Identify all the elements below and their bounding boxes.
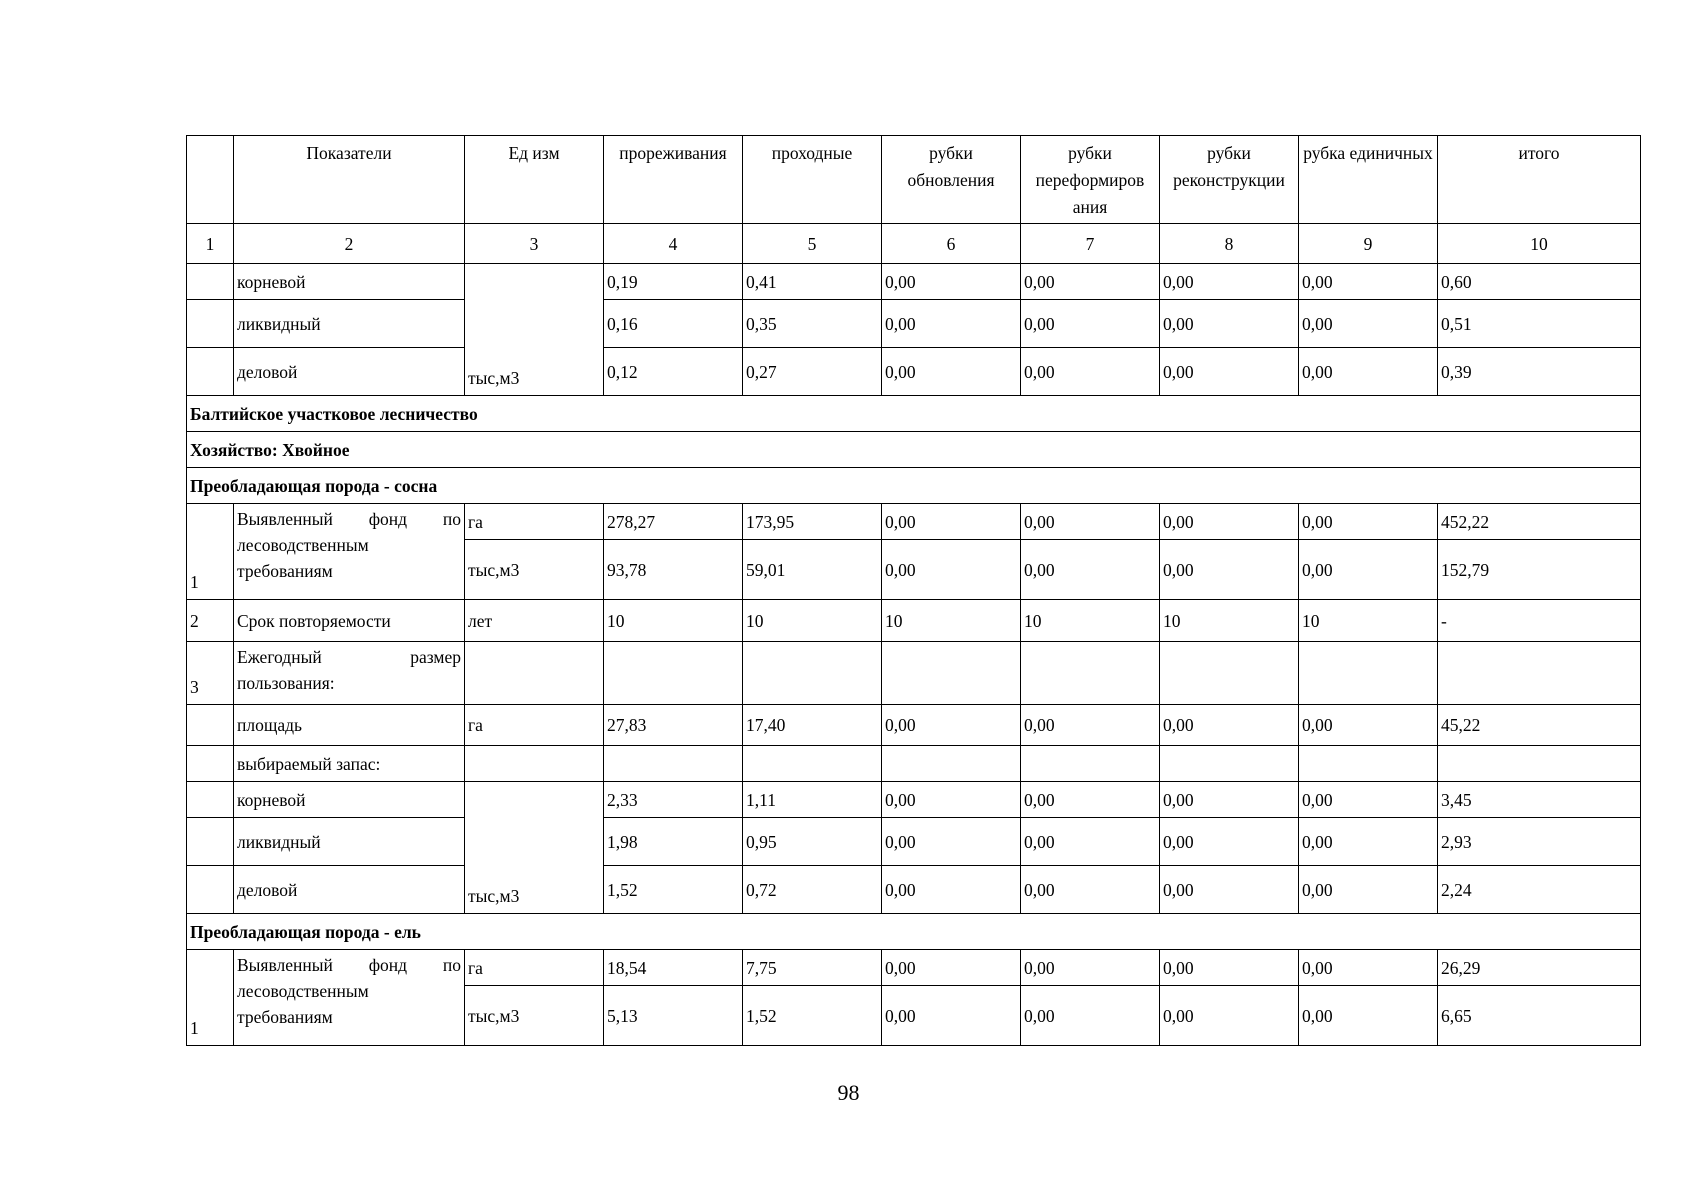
value-cell: 0,00: [882, 866, 1021, 914]
value-cell: 0,00: [1299, 818, 1438, 866]
value-cell: 0,72: [743, 866, 882, 914]
table-row: [187, 950, 1641, 986]
value-cell: 0,35: [743, 300, 882, 348]
value-cell: 0,00: [882, 705, 1021, 746]
value-cell: 10: [1160, 600, 1299, 642]
table-row: [187, 136, 1641, 224]
label-line: лесоводственным: [237, 981, 369, 1001]
value-cell: 0,00: [1160, 540, 1299, 600]
empty-cell: [465, 746, 604, 782]
value-cell: 5,13: [604, 986, 743, 1046]
value-cell: 0,00: [882, 264, 1021, 300]
column-number: 1: [187, 224, 234, 264]
value-cell: 2,33: [604, 782, 743, 818]
value-cell: 0,00: [1021, 300, 1160, 348]
table-row: [187, 300, 1641, 348]
num-cell: [187, 705, 234, 746]
empty-cell: [604, 642, 743, 705]
value-cell: 17,40: [743, 705, 882, 746]
table-row: [187, 468, 1641, 504]
value-cell: 0,19: [604, 264, 743, 300]
section-header: Преобладающая порода - сосна: [187, 468, 1641, 504]
value-cell: 0,00: [882, 504, 1021, 540]
label-line: требованиям: [237, 561, 333, 581]
value-cell: 10: [1299, 600, 1438, 642]
label-cell: [234, 950, 465, 1046]
label-cell: деловой: [234, 866, 465, 914]
value-cell: 152,79: [1438, 540, 1641, 600]
column-number: 4: [604, 224, 743, 264]
value-cell: 3,45: [1438, 782, 1641, 818]
value-cell: 0,00: [1160, 986, 1299, 1046]
value-cell: 0,00: [1299, 504, 1438, 540]
table-row: [187, 818, 1641, 866]
label-cell: площадь: [234, 705, 465, 746]
num-cell: [187, 300, 234, 348]
column-header: Ед изм: [465, 136, 604, 224]
value-cell: 1,98: [604, 818, 743, 866]
value-cell: 6,65: [1438, 986, 1641, 1046]
empty-cell: [1160, 642, 1299, 705]
num-cell: [187, 866, 234, 914]
value-cell: 0,00: [1299, 705, 1438, 746]
value-cell: 10: [604, 600, 743, 642]
value-cell: 0,00: [1021, 866, 1160, 914]
value-cell: 0,00: [1299, 986, 1438, 1046]
value-cell: 0,00: [1021, 705, 1160, 746]
value-cell: 0,00: [1299, 348, 1438, 396]
value-cell: 0,00: [1160, 504, 1299, 540]
unit-cell: тыс,м3: [465, 782, 604, 914]
value-cell: 0,27: [743, 348, 882, 396]
column-header: прореживания: [604, 136, 743, 224]
value-cell: 0,00: [1160, 705, 1299, 746]
table-row: [187, 642, 1641, 705]
column-header: рубки обновления: [882, 136, 1021, 224]
value-cell: 0,00: [882, 950, 1021, 986]
value-cell: 0,00: [1021, 950, 1160, 986]
value-cell: 10: [743, 600, 882, 642]
value-cell: 0,00: [1160, 950, 1299, 986]
value-cell: 0,00: [1021, 782, 1160, 818]
column-number: 6: [882, 224, 1021, 264]
unit-cell: тыс,м3: [465, 540, 604, 600]
value-cell: 0,00: [1299, 950, 1438, 986]
table-row: [187, 264, 1641, 300]
value-cell: 0,00: [1160, 782, 1299, 818]
label-line: Выявленный фонд по: [237, 509, 461, 529]
value-cell: 0,00: [1299, 300, 1438, 348]
table-row: [187, 914, 1641, 950]
empty-cell: [1021, 746, 1160, 782]
num-cell: [187, 746, 234, 782]
column-number: 2: [234, 224, 465, 264]
value-cell: 0,60: [1438, 264, 1641, 300]
empty-cell: [1160, 746, 1299, 782]
label-line: лесоводственным: [237, 535, 369, 555]
value-cell: 10: [1021, 600, 1160, 642]
label-line: требованиям: [237, 1007, 333, 1027]
unit-cell: лет: [465, 600, 604, 642]
unit-cell: га: [465, 705, 604, 746]
num-cell: 2: [187, 600, 234, 642]
column-header: рубки переформиров ания: [1021, 136, 1160, 224]
num-cell: 1: [187, 504, 234, 600]
empty-cell: [882, 642, 1021, 705]
empty-cell: [743, 642, 882, 705]
empty-cell: [604, 746, 743, 782]
value-cell: 0,95: [743, 818, 882, 866]
value-cell: 1,11: [743, 782, 882, 818]
column-header: [187, 136, 234, 224]
table-row: [187, 746, 1641, 782]
empty-cell: [743, 746, 882, 782]
column-header: Показатели: [234, 136, 465, 224]
value-cell: 0,16: [604, 300, 743, 348]
label-line: пользования:: [237, 673, 335, 693]
table-row: [187, 705, 1641, 746]
column-header: проходные: [743, 136, 882, 224]
value-cell: 278,27: [604, 504, 743, 540]
table-row: [187, 600, 1641, 642]
empty-cell: [1438, 746, 1641, 782]
table-row: [187, 396, 1641, 432]
value-cell: 0,00: [1160, 348, 1299, 396]
value-cell: -: [1438, 600, 1641, 642]
label-cell: ликвидный: [234, 300, 465, 348]
value-cell: 0,39: [1438, 348, 1641, 396]
value-cell: 0,00: [882, 818, 1021, 866]
label-cell: [234, 504, 465, 600]
table-row: [187, 782, 1641, 818]
value-cell: 45,22: [1438, 705, 1641, 746]
value-cell: 93,78: [604, 540, 743, 600]
value-cell: 0,00: [1299, 866, 1438, 914]
column-header: итого: [1438, 136, 1641, 224]
empty-cell: [465, 642, 604, 705]
num-cell: [187, 264, 234, 300]
page-number: 98: [837, 1080, 860, 1105]
section-header: Преобладающая порода - ель: [187, 914, 1641, 950]
value-cell: 26,29: [1438, 950, 1641, 986]
num-cell: [187, 818, 234, 866]
value-cell: 0,51: [1438, 300, 1641, 348]
value-cell: 0,41: [743, 264, 882, 300]
empty-cell: [1299, 642, 1438, 705]
value-cell: 2,93: [1438, 818, 1641, 866]
empty-cell: [882, 746, 1021, 782]
value-cell: 10: [882, 600, 1021, 642]
value-cell: 0,00: [1160, 866, 1299, 914]
value-cell: 0,00: [1299, 540, 1438, 600]
unit-cell: га: [465, 504, 604, 540]
value-cell: 2,24: [1438, 866, 1641, 914]
value-cell: 0,00: [1021, 504, 1160, 540]
value-cell: 0,00: [1160, 818, 1299, 866]
num-cell: [187, 348, 234, 396]
value-cell: 0,00: [882, 348, 1021, 396]
empty-cell: [1438, 642, 1641, 705]
label-cell: корневой: [234, 264, 465, 300]
num-cell: 3: [187, 642, 234, 705]
value-cell: 27,83: [604, 705, 743, 746]
value-cell: 0,00: [882, 986, 1021, 1046]
value-cell: 452,22: [1438, 504, 1641, 540]
value-cell: 0,00: [1021, 818, 1160, 866]
table-row: [187, 866, 1641, 914]
section-header: Хозяйство: Хвойное: [187, 432, 1641, 468]
num-cell: 1: [187, 950, 234, 1046]
value-cell: 0,00: [882, 540, 1021, 600]
label-cell: Срок повторяемости: [234, 600, 465, 642]
value-cell: 0,00: [1299, 782, 1438, 818]
value-cell: 0,00: [1021, 264, 1160, 300]
num-cell: [187, 782, 234, 818]
unit-cell: тыс,м3: [465, 986, 604, 1046]
empty-cell: [1021, 642, 1160, 705]
section-header: Балтийское участковое лесничество: [187, 396, 1641, 432]
table-row: [187, 224, 1641, 264]
value-cell: 173,95: [743, 504, 882, 540]
value-cell: 0,00: [1299, 264, 1438, 300]
value-cell: 0,00: [1021, 986, 1160, 1046]
value-cell: 7,75: [743, 950, 882, 986]
label-cell: корневой: [234, 782, 465, 818]
label-cell: выбираемый запас:: [234, 746, 465, 782]
value-cell: 0,00: [1160, 264, 1299, 300]
forestry-indicators-table: [186, 135, 1641, 1046]
empty-cell: [1299, 746, 1438, 782]
value-cell: 0,00: [1160, 300, 1299, 348]
table-row: [187, 504, 1641, 540]
label-cell: деловой: [234, 348, 465, 396]
label-line: Ежегодный размер: [237, 647, 461, 667]
unit-cell: га: [465, 950, 604, 986]
value-cell: 0,00: [1021, 348, 1160, 396]
unit-cell: тыс,м3: [465, 264, 604, 396]
value-cell: 0,00: [882, 782, 1021, 818]
column-number: 10: [1438, 224, 1641, 264]
value-cell: 1,52: [743, 986, 882, 1046]
column-header: рубки реконструкции: [1160, 136, 1299, 224]
column-number: 3: [465, 224, 604, 264]
value-cell: 0,00: [1021, 540, 1160, 600]
label-cell: [234, 642, 465, 705]
table-row: [187, 348, 1641, 396]
label-cell: ликвидный: [234, 818, 465, 866]
column-number: 5: [743, 224, 882, 264]
column-header: рубка единичных: [1299, 136, 1438, 224]
label-line: Выявленный фонд по: [237, 955, 461, 975]
value-cell: 0,00: [882, 300, 1021, 348]
value-cell: 1,52: [604, 866, 743, 914]
column-number: 8: [1160, 224, 1299, 264]
value-cell: 59,01: [743, 540, 882, 600]
value-cell: 0,12: [604, 348, 743, 396]
column-number: 7: [1021, 224, 1160, 264]
value-cell: 18,54: [604, 950, 743, 986]
table-row: [187, 432, 1641, 468]
column-number: 9: [1299, 224, 1438, 264]
